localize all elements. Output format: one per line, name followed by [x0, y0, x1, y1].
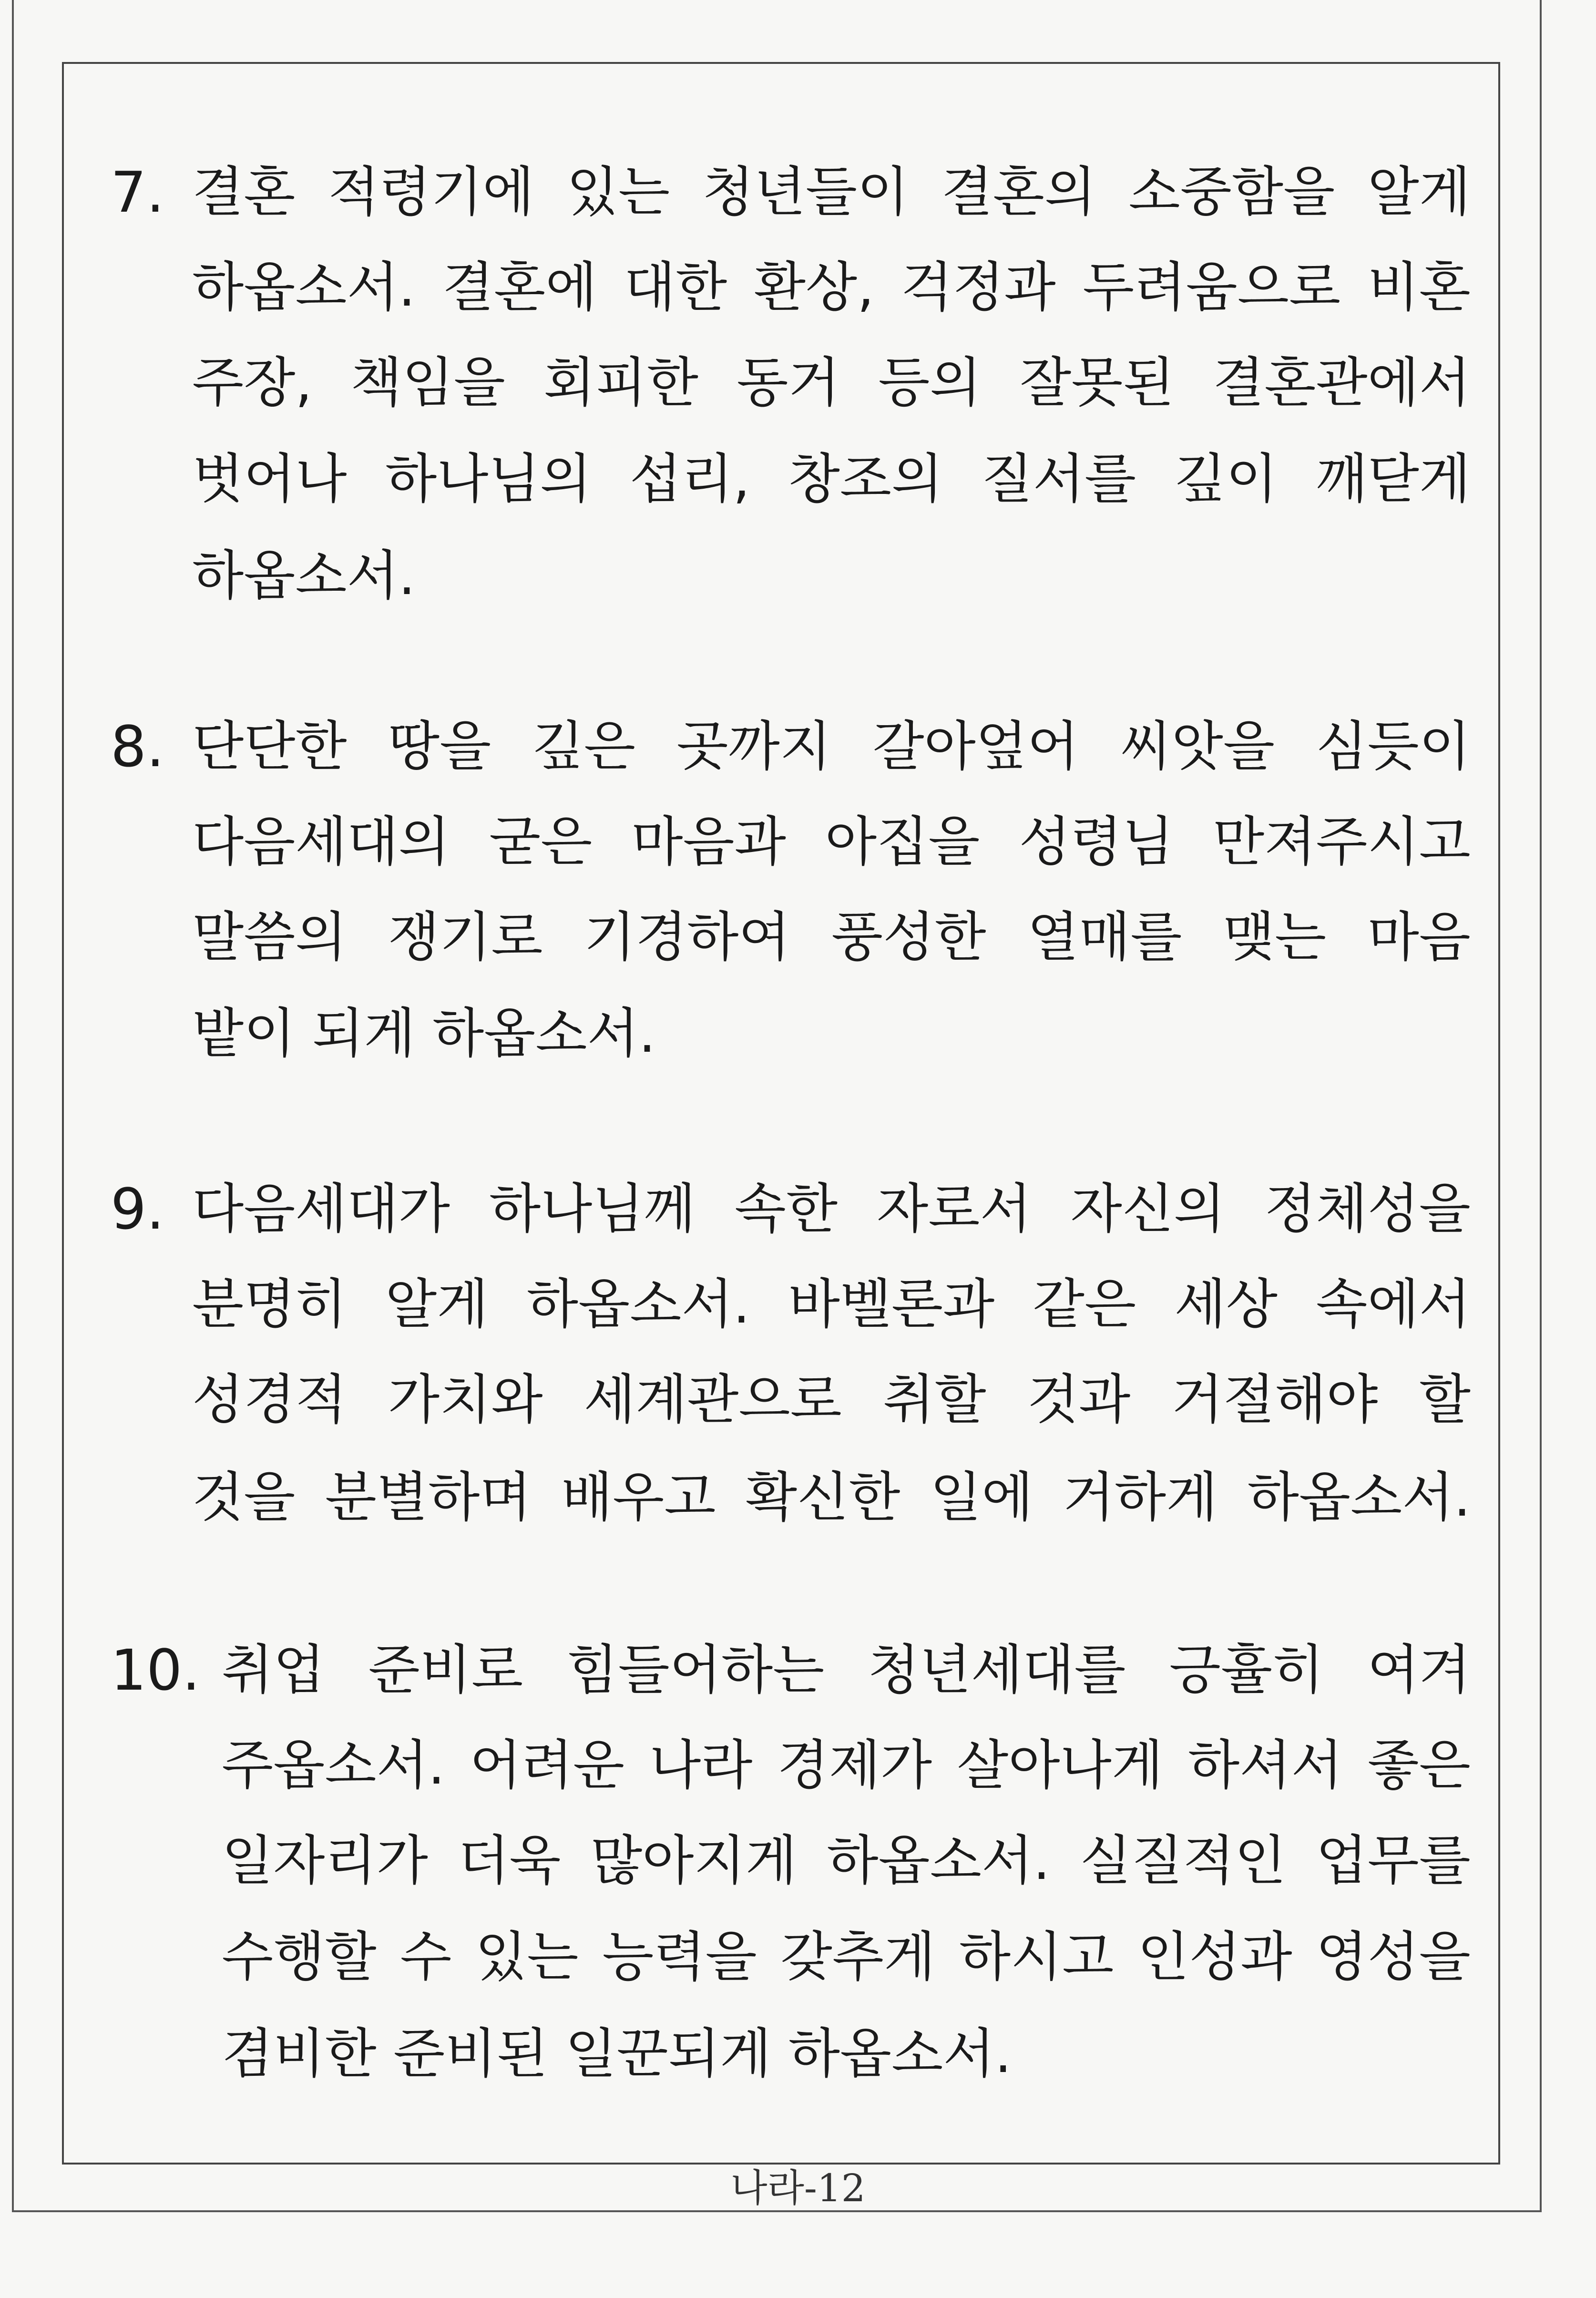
text-line: 말씀의 쟁기로 기경하여 풍성한 열매를 맺는 마음 [192, 906, 1471, 968]
text-line: 다음세대가 하나님께 속한 자로서 자신의 정체성을 [192, 1178, 1471, 1240]
text-line: 겸비한 준비된 일꾼되게 하옵소서. [222, 2023, 1012, 2085]
text-line: 결혼 적령기에 있는 청년들이 결혼의 소중함을 알게 [192, 161, 1471, 223]
text-line: 성경적 가치와 세계관으로 취할 것과 거절해야 할 [192, 1369, 1471, 1431]
text-line: 취업 준비로 힘들어하는 청년세대를 긍휼히 여겨 [222, 1639, 1471, 1701]
text-line: 일자리가 더욱 많아지게 하옵소서. 실질적인 업무를 [222, 1830, 1471, 1892]
item-number: 9. [111, 1176, 164, 1242]
item-number: 7. [111, 159, 164, 225]
page-number: 나라-12 [730, 2166, 866, 2210]
text-line: 단단한 땅을 깊은 곳까지 갈아엎어 씨앗을 심듯이 [192, 716, 1471, 778]
text-line: 것을 분별하며 배우고 확신한 일에 거하게 하옵소서. [192, 1467, 1471, 1529]
text-line: 주장, 책임을 회피한 동거 등의 잘못된 결혼관에서 [192, 352, 1471, 414]
item-number: 10. [111, 1637, 200, 1703]
text-line: 벗어나 하나님의 섭리, 창조의 질서를 깊이 깨닫게 [192, 448, 1471, 510]
text-line: 주옵소서. 어려운 나라 경제가 살아나게 하셔서 좋은 [222, 1734, 1471, 1796]
text-line: 하옵소서. 결혼에 대한 환상, 걱정과 두려움으로 비혼 [192, 256, 1471, 318]
item-number: 8. [111, 714, 164, 780]
text-line: 하옵소서. [192, 545, 416, 607]
text-line: 분명히 알게 하옵소서. 바벨론과 같은 세상 속에서 [192, 1273, 1471, 1335]
text-line: 밭이 되게 하옵소서. [192, 1003, 656, 1065]
text-line: 수행할 수 있는 능력을 갖추게 하시고 인성과 영성을 [222, 1926, 1471, 1988]
text-line: 다음세대의 굳은 마음과 아집을 성령님 만져주시고 [192, 811, 1471, 873]
